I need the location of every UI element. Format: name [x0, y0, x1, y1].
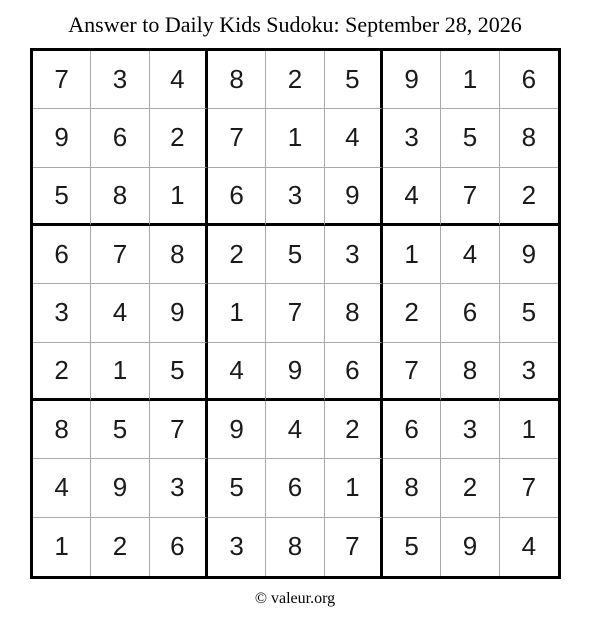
sudoku-cell-r4-c1: 6: [33, 226, 91, 284]
sudoku-cell-r4-c5: 5: [266, 226, 324, 284]
sudoku-cell-r9-c2: 2: [91, 518, 149, 576]
puzzle-title: Answer to Daily Kids Sudoku: September 28, 2026: [68, 12, 522, 37]
sudoku-cell-r5-c6: 8: [325, 284, 383, 342]
sudoku-cell-r4-c3: 8: [150, 226, 208, 284]
sudoku-cell-r9-c3: 6: [150, 518, 208, 576]
sudoku-cell-r4-c9: 9: [500, 226, 558, 284]
sudoku-cell-r1-c9: 6: [500, 51, 558, 109]
sudoku-cell-r9-c6: 7: [325, 518, 383, 576]
sudoku-cell-r9-c4: 3: [208, 518, 266, 576]
sudoku-cell-r1-c4: 8: [208, 51, 266, 109]
sudoku-cell-r2-c2: 6: [91, 109, 149, 167]
sudoku-cell-r9-c8: 9: [441, 518, 499, 576]
sudoku-cell-r5-c4: 1: [208, 284, 266, 342]
sudoku-cell-r8-c4: 5: [208, 459, 266, 517]
sudoku-cell-r8-c8: 2: [441, 459, 499, 517]
sudoku-cell-r4-c7: 1: [383, 226, 441, 284]
sudoku-cell-r7-c9: 1: [500, 401, 558, 459]
sudoku-cell-r2-c8: 5: [441, 109, 499, 167]
sudoku-cell-r1-c1: 7: [33, 51, 91, 109]
sudoku-cell-r7-c3: 7: [150, 401, 208, 459]
sudoku-cell-r7-c7: 6: [383, 401, 441, 459]
sudoku-cell-r1-c3: 4: [150, 51, 208, 109]
sudoku-cell-r8-c3: 3: [150, 459, 208, 517]
sudoku-cell-r2-c4: 7: [208, 109, 266, 167]
sudoku-cell-r6-c3: 5: [150, 343, 208, 401]
sudoku-cell-r7-c2: 5: [91, 401, 149, 459]
sudoku-cell-r3-c8: 7: [441, 168, 499, 226]
sudoku-cell-r3-c6: 9: [325, 168, 383, 226]
sudoku-cell-r8-c5: 6: [266, 459, 324, 517]
sudoku-cell-r3-c1: 5: [33, 168, 91, 226]
sudoku-cell-r8-c7: 8: [383, 459, 441, 517]
sudoku-cell-r1-c6: 5: [325, 51, 383, 109]
sudoku-cell-r7-c4: 9: [208, 401, 266, 459]
sudoku-cell-r6-c4: 4: [208, 343, 266, 401]
sudoku-cell-r2-c6: 4: [325, 109, 383, 167]
sudoku-cell-r2-c5: 1: [266, 109, 324, 167]
sudoku-cell-r9-c7: 5: [383, 518, 441, 576]
sudoku-cell-r3-c9: 2: [500, 168, 558, 226]
sudoku-cell-r3-c4: 6: [208, 168, 266, 226]
sudoku-cell-r4-c4: 2: [208, 226, 266, 284]
sudoku-board: [30, 48, 561, 579]
sudoku-cell-r1-c8: 1: [441, 51, 499, 109]
sudoku-cell-r4-c8: 4: [441, 226, 499, 284]
sudoku-cell-r5-c1: 3: [33, 284, 91, 342]
sudoku-cell-r4-c2: 7: [91, 226, 149, 284]
sudoku-cell-r9-c1: 1: [33, 518, 91, 576]
sudoku-cell-r3-c3: 1: [150, 168, 208, 226]
sudoku-cell-r5-c5: 7: [266, 284, 324, 342]
sudoku-cell-r6-c1: 2: [33, 343, 91, 401]
sudoku-cell-r2-c1: 9: [33, 109, 91, 167]
sudoku-cell-r8-c9: 7: [500, 459, 558, 517]
copyright-footer: © valeur.org: [254, 590, 336, 607]
sudoku-cell-r5-c3: 9: [150, 284, 208, 342]
sudoku-cell-r8-c6: 1: [325, 459, 383, 517]
sudoku-cell-r6-c6: 6: [325, 343, 383, 401]
sudoku-cell-r1-c7: 9: [383, 51, 441, 109]
sudoku-cell-r3-c7: 4: [383, 168, 441, 226]
sudoku-cell-r7-c6: 2: [325, 401, 383, 459]
sudoku-cell-r6-c7: 7: [383, 343, 441, 401]
sudoku-cell-r1-c2: 3: [91, 51, 149, 109]
sudoku-cell-r2-c9: 8: [500, 109, 558, 167]
sudoku-cell-r3-c2: 8: [91, 168, 149, 226]
sudoku-cell-r5-c8: 6: [441, 284, 499, 342]
sudoku-cell-r7-c8: 3: [441, 401, 499, 459]
sudoku-cell-r5-c2: 4: [91, 284, 149, 342]
sudoku-cell-r1-c5: 2: [266, 51, 324, 109]
sudoku-cell-r6-c2: 1: [91, 343, 149, 401]
sudoku-cell-r8-c2: 9: [91, 459, 149, 517]
sudoku-cell-r2-c3: 2: [150, 109, 208, 167]
sudoku-cell-r9-c9: 4: [521, 531, 537, 562]
sudoku-cell-r5-c9: 5: [500, 284, 558, 342]
sudoku-cell-r6-c9: 3: [500, 343, 558, 401]
sudoku-cell-r6-c5: 9: [266, 343, 324, 401]
sudoku-cell-r6-c8: 8: [441, 343, 499, 401]
sudoku-cell-r7-c1: 8: [33, 401, 91, 459]
sudoku-cell-r3-c5: 3: [266, 168, 324, 226]
sudoku-cell-r7-c5: 4: [266, 401, 324, 459]
sudoku-cell-r2-c7: 3: [383, 109, 441, 167]
sudoku-cell-r9-c5: 8: [266, 518, 324, 576]
sudoku-cell-r8-c1: 4: [33, 459, 91, 517]
sudoku-cell-r5-c7: 2: [383, 284, 441, 342]
sudoku-cell-r4-c6: 3: [325, 226, 383, 284]
